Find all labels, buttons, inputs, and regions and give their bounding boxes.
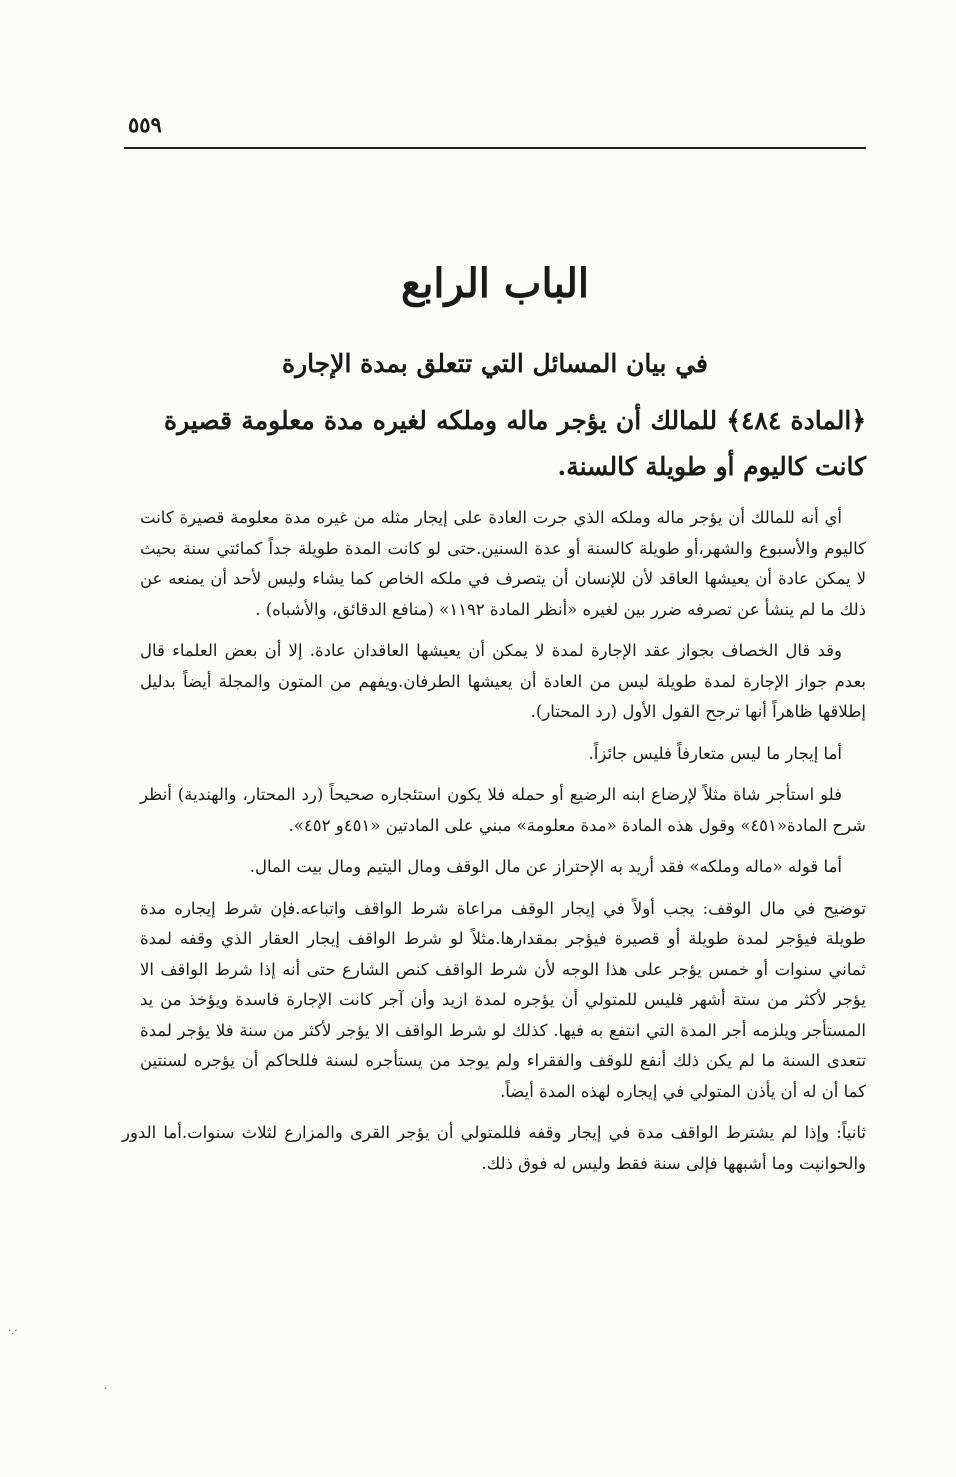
paragraph-second-point: ثانياً: وإذا لم يشترط الواقف مدة في إيجار وقفه فللمتولي أن يؤجر القرى والمزارع لثلاث سنوات.أما الدور والحوانيت وما أشبهها فإلى سنة فقط وليس له فوق ذلك. xyxy=(122,1123,866,1173)
paragraph-example: فلو استأجر شاة مثلاً لإرضاع ابنه الرضيع أو حمله فلا يكون استئجاره صحيحاً (رد المحتار، والهندية) أنظر شرح المادة«٤٥١» وقول هذه المادة «مدة معلومة» مبني على المادتين «٤٥١و ٤٥٢». xyxy=(140,785,866,835)
paragraph-waqf-clarification: توضيح في مال الوقف: يجب أولاً في إيجار الوقف مراعاة شرط الواقف واتباعه.فإن شرط إيجاره مدة طويلة فيؤجر لمدة طويلة أو قصيرة فيؤجر بمقدارها.مثلاً لو شرط الواقف إيجار العقار الذي وقفه لمدة ثماني سنوات أو خمس يؤجر على هذا الوجه لأن شرط الواقف كنص الشارع حتى أنه إذا شرط الواقف الا يؤجر لأكثر من ستة أشهر فليس للمتولي أن يؤجره لمدة ازيد وأن آجر كانت الإجارة فاسدة ويؤخذ من يد المستأجر ويلزمه أجر المدة التي انتفع به فيها. كذلك لو شرط الواقف الا يؤجر لأكثر من سنة فلا يؤجر لمدة تتعدى السنة ما لم يكن ذلك أنفع للوقف والفقراء ولم يوجد من يستأجره لسنة فللحاكم أن يؤجره لسنتين كما أن له أن يأذن المتولي في إيجاره لهذه المدة أيضاً. xyxy=(140,898,866,1101)
paragraph-explanation: أي أنه للمالك أن يؤجر ماله وملكه الذي جرت العادة على إيجار مثله من غيره مدة معلومة قصيرة كانت كاليوم والأسبوع والشهر،أو طويلة كالسنة أو عدة السنين.حتى لو كانت المدة طويلة جداً كمائتي سنة بحيث لا يمكن عادة أن يعيشها العاقد لأن للإنسان أن يتصرف في ملكه الخاص كما يشاء وليس لأحد أن يمنعه عن ذلك ما لم ينشأ عن تصرفه ضرر بين لغيره «أنظر المادة ١١٩٢» (منافع الدقائق، والأشباه) . xyxy=(140,508,866,619)
chapter-title: الباب الرابع xyxy=(400,260,590,307)
paragraph-property-note: أما قوله «ماله وملكه» فقد أريد به الإحتراز عن مال الوقف ومال اليتيم ومال بيت المال. xyxy=(249,857,842,876)
margin-smudge: ·.· xyxy=(8,1326,18,1337)
page-number: ٥٥٩ xyxy=(128,112,162,137)
article-text: ﴿المادة ٤٨٤﴾ للمالك أن يؤجر ماله وملكه لغيره مدة معلومة قصيرة كانت كاليوم أو طويلة كالسنة. xyxy=(164,406,867,481)
margin-smudge: · xyxy=(104,1384,108,1395)
chapter-subtitle: في بيان المسائل التي تتعلق بمدة الإجارة xyxy=(281,349,709,378)
commentary-body xyxy=(122,503,866,1190)
paragraph-khassaf-opinion: وقد قال الخصاف بجواز عقد الإجارة لمدة لا يمكن أن يعيشها العاقدان عادة. إلا أن بعض العلماء قال بعدم جواز الإجارة لمدة طويلة ليس من العادة أن يعيشها الطرفان.ويفهم من المتون والمجلة أيضاً بدليل إطلاقها ظاهراً أنها ترجح القول الأول (رد المحتار). xyxy=(140,641,866,721)
header-divider xyxy=(124,147,866,149)
paragraph-non-customary: أما إيجار ما ليس متعارفاً فليس جائزاً. xyxy=(588,743,842,763)
